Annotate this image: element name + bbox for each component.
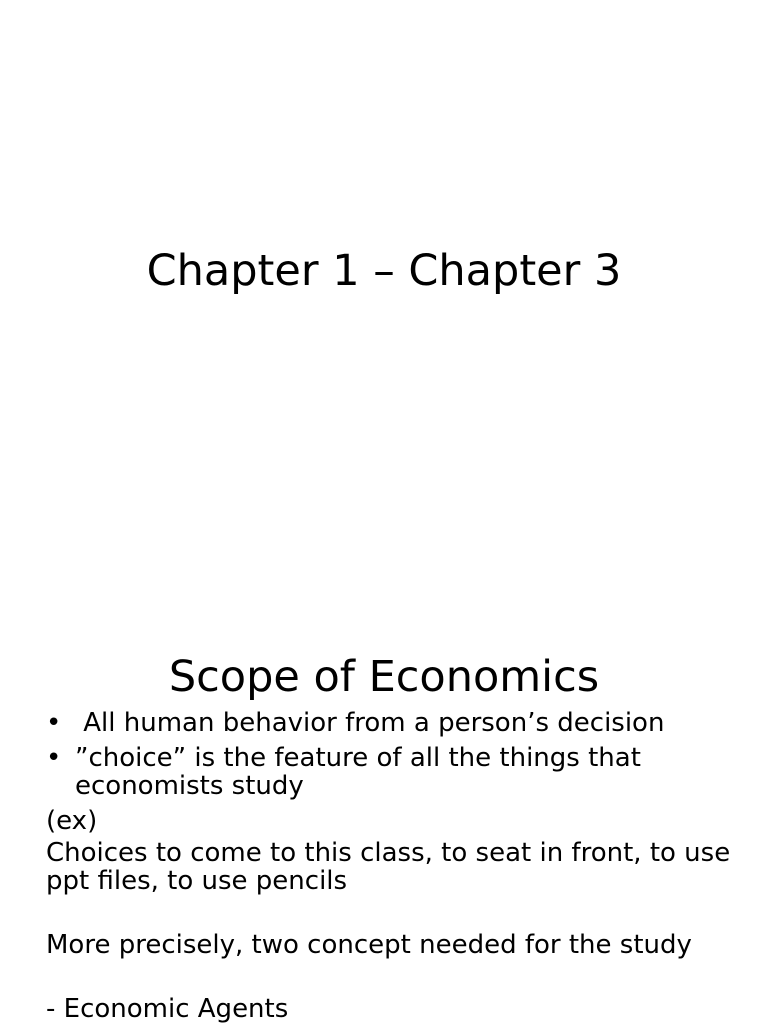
slide-2-body [46, 709, 746, 1024]
bullet-item [46, 744, 746, 800]
agents-text: - Economic Agents [46, 994, 289, 1024]
precise-text: More precisely, two concept needed for the study [46, 930, 692, 960]
bullet-list [46, 709, 746, 800]
slide-2 [0, 576, 768, 1024]
slide-2-title: Scope of Economics [168, 651, 600, 702]
example-label: (ex) [46, 806, 98, 836]
bullet-dot-icon: • [46, 743, 62, 773]
bullet-text: All human behavior from a person’s decision [75, 708, 665, 738]
bullet-item [46, 709, 746, 737]
bullet-dot-icon: • [46, 708, 62, 738]
example-text: Choices to come to this class, to seat in front, to use ppt files, to use pencils [46, 838, 731, 896]
slide-1-title: Chapter 1 – Chapter 3 [146, 245, 622, 296]
bullet-text: ”choice” is the feature of all the things that economists study [75, 743, 641, 801]
